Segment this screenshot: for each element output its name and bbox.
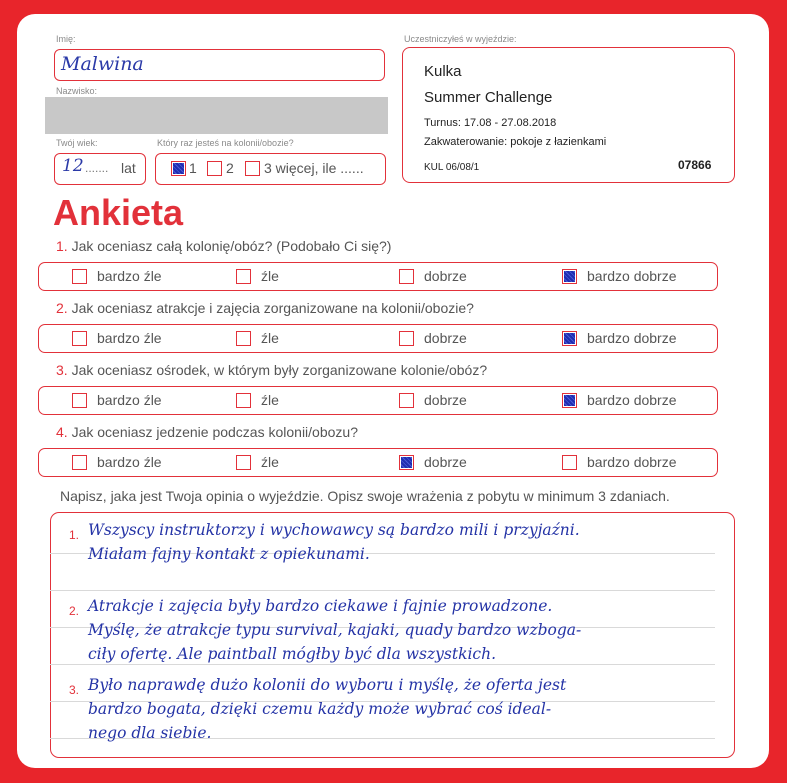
question-number: 4. [56, 424, 72, 440]
opinion-handwritten-line: Było naprawdę dużo kolonii do wyboru i myślę, że oferta jest [88, 676, 567, 694]
answer-option-label: dobrze [424, 330, 467, 346]
opinion-handwritten-line: Atrakcje i zajęcia były bardzo ciekawe i fajnie prowadzone. [88, 597, 553, 615]
name-label: Imię: [56, 34, 76, 44]
age-field[interactable] [54, 153, 146, 185]
times-checkbox-3[interactable] [245, 161, 260, 176]
answer-option-label: źle [261, 392, 279, 408]
opinion-handwritten-line: Miałam fajny kontakt z opiekunami. [88, 545, 370, 563]
times-field [155, 153, 386, 185]
answer-checkbox[interactable] [236, 269, 251, 284]
answer-option-label: bardzo źle [97, 330, 162, 346]
answer-checkbox[interactable] [399, 455, 414, 470]
answer-checkbox[interactable] [562, 455, 577, 470]
opinion-handwritten-line: nego dla siebie. [88, 724, 212, 742]
camp-card [402, 47, 735, 183]
opinion-number: 3. [69, 683, 80, 697]
times-checkbox-1[interactable] [171, 161, 186, 176]
answer-checkbox[interactable] [562, 331, 577, 346]
opinion-handwritten-line: ciły ofertę. Ale paintball mógłby być dla wszystkich. [88, 645, 497, 663]
card-brand: Kulka [424, 63, 462, 80]
times-checkbox-2[interactable] [207, 161, 222, 176]
answer-option-label: bardzo źle [97, 392, 162, 408]
answer-checkbox[interactable] [236, 455, 251, 470]
card-label: Uczestniczyłeś w wyjeździe: [404, 34, 517, 44]
card-number: 07866 [678, 158, 712, 172]
age-label: Twój wiek: [56, 138, 98, 148]
answer-option-label: źle [261, 268, 279, 284]
opinion-handwritten-line: Wszyscy instruktorzy i wychowawcy są bardzo mili i przyjaźni. [88, 521, 580, 539]
answer-checkbox[interactable] [72, 455, 87, 470]
card-turnus: Turnus: 17.08 - 27.08.2018 [424, 117, 557, 129]
question-number: 1. [56, 238, 72, 254]
answer-option-label: bardzo dobrze [587, 330, 677, 346]
name-value: Malwina [61, 53, 144, 75]
answer-option-label: bardzo dobrze [587, 392, 677, 408]
answer-checkbox[interactable] [72, 393, 87, 408]
answer-checkbox[interactable] [399, 269, 414, 284]
times-label: Który raz jesteś na kolonii/obozie? [157, 138, 294, 148]
answer-option-label: bardzo źle [97, 268, 162, 284]
answer-checkbox[interactable] [399, 331, 414, 346]
answer-option-label: bardzo dobrze [587, 454, 677, 470]
card-accommodation: Zakwaterowanie: pokoje z łazienkami [424, 136, 607, 148]
question-text: Jak oceniasz atrakcje i zajęcia zorganizowane na kolonii/obozie? [71, 300, 474, 316]
answer-option-label: dobrze [424, 392, 467, 408]
times-option-2: 2 [226, 160, 234, 176]
age-value: 12 [62, 156, 84, 176]
answer-checkbox[interactable] [236, 393, 251, 408]
surname-redaction [45, 97, 388, 134]
ruled-line [50, 590, 715, 591]
answer-option-label: bardzo źle [97, 454, 162, 470]
question-3-title [56, 362, 487, 378]
opinion-handwritten-line: bardzo bogata, dzięki czemu każdy może wybrać coś ideal- [88, 700, 552, 718]
surname-label: Nazwisko: [56, 86, 98, 96]
opinion-handwritten-line: Myślę, że atrakcje typu survival, kajaki, quady bardzo wzboga- [88, 621, 582, 639]
times-option-3: 3 więcej, ile ...... [264, 160, 364, 176]
opinion-number: 1. [69, 528, 80, 542]
answer-option-label: bardzo dobrze [587, 268, 677, 284]
answer-checkbox[interactable] [399, 393, 414, 408]
question-text: Jak oceniasz całą kolonię/obóz? (Podobało Ci się?) [71, 238, 392, 254]
age-dots: ....... [85, 161, 109, 175]
question-1-title [56, 238, 391, 254]
opinion-number: 2. [69, 604, 80, 618]
card-code: KUL 06/08/1 [424, 162, 480, 173]
question-text: Jak oceniasz jedzenie podczas kolonii/obozu? [71, 424, 358, 440]
answer-option-label: źle [261, 454, 279, 470]
answer-checkbox[interactable] [72, 269, 87, 284]
question-number: 3. [56, 362, 72, 378]
answer-option-label: źle [261, 330, 279, 346]
page-title: Ankieta [53, 192, 184, 233]
name-field[interactable] [54, 49, 385, 81]
answer-checkbox[interactable] [562, 269, 577, 284]
answer-option-label: dobrze [424, 268, 467, 284]
answer-checkbox[interactable] [236, 331, 251, 346]
question-number: 2. [56, 300, 72, 316]
age-unit: lat [121, 160, 136, 176]
question-text: Jak oceniasz ośrodek, w którym były zorganizowane kolonie/obóz? [71, 362, 488, 378]
ruled-line [50, 664, 715, 665]
question-4-title [56, 424, 358, 440]
times-option-1: 1 [189, 160, 197, 176]
question-2-title [56, 300, 474, 316]
answer-option-label: dobrze [424, 454, 467, 470]
card-program: Summer Challenge [424, 89, 553, 106]
answer-checkbox[interactable] [72, 331, 87, 346]
opinion-prompt: Napisz, jaka jest Twoja opinia o wyjeździe. Opisz swoje wrażenia z pobytu w minimum 3 zdaniach. [60, 488, 670, 504]
answer-checkbox[interactable] [562, 393, 577, 408]
